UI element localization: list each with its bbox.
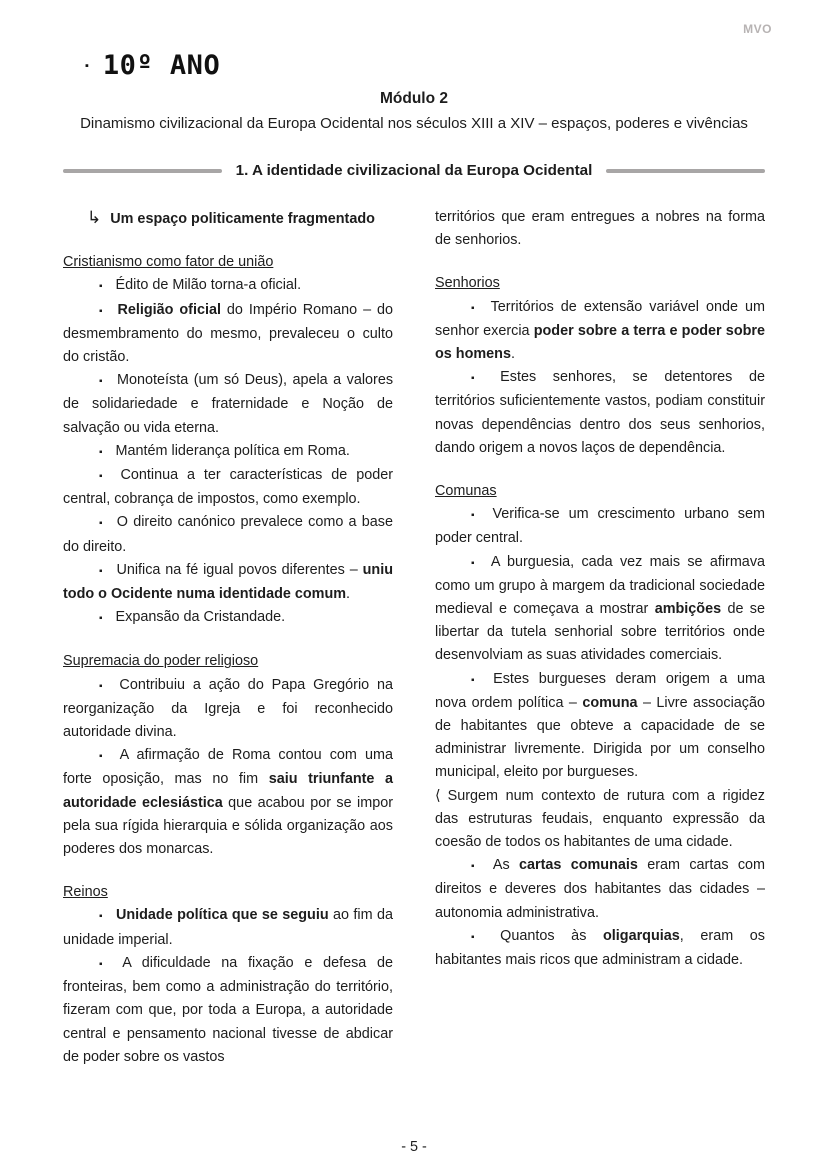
column-left xyxy=(63,206,393,1069)
square-bullet-icon: ▪ xyxy=(99,751,107,763)
divider-rule-right xyxy=(606,169,765,173)
square-bullet-icon: ▪ xyxy=(99,305,105,317)
bullet-item xyxy=(435,503,765,550)
square-bullet-icon: ▪ xyxy=(471,861,480,873)
text-segment: Surgem num contexto de rutura com a rigidez das estruturas feudais, enquanto expressão da coesão de todos os habitantes de uma cidade. xyxy=(435,787,765,851)
square-bullet-icon: ▪ xyxy=(471,302,478,314)
subsection-heading xyxy=(63,650,393,673)
bullet-item xyxy=(435,551,765,668)
section-title: 1. A identidade civilizacional da Europa Ocidental xyxy=(235,162,593,179)
bullet-item xyxy=(435,296,765,367)
bullet-item xyxy=(435,366,765,460)
square-bullet-icon: ▪ xyxy=(99,680,107,692)
text-segment: Verifica-se um crescimento urbano sem poder central. xyxy=(435,506,765,547)
divider-rule-left xyxy=(63,169,222,173)
text-segment: Reinos xyxy=(63,884,108,901)
text-segment: ao fim da unidade imperial. xyxy=(63,907,393,948)
text-segment: O direito canónico prevalece como a base do direito. xyxy=(63,514,394,555)
bold-text-segment: Um espaço politicamente fragmentado xyxy=(110,211,375,227)
bold-text-segment: uniu todo o Ocidente numa identidade comum xyxy=(63,561,393,603)
bullet-item xyxy=(63,274,393,298)
year-title-row xyxy=(85,0,765,81)
two-column-body xyxy=(63,206,765,1069)
subsection-heading xyxy=(63,881,393,904)
page-number: - 5 - xyxy=(401,1139,427,1155)
text-segment: . xyxy=(510,346,515,363)
square-bullet-icon: ▪ xyxy=(99,518,104,530)
bold-text-segment: Unidade política que se seguiu xyxy=(115,907,329,924)
text-segment: A burguesia, cada vez mais se afirmava como um grupo à margem da tradicional sociedade medieval e começava a mostrar xyxy=(435,553,766,618)
text-segment: . xyxy=(346,586,351,603)
square-bullet-icon: ▪ xyxy=(471,510,480,522)
arrow-marker-icon: ↳ xyxy=(87,208,102,227)
text-segment: Expansão da Cristandade. xyxy=(115,609,286,626)
text-segment: Quantos às xyxy=(500,927,603,944)
module-subtitle: Dinamismo civilizacional da Europa Ocidental nos séculos XIII a XIV – espaços, poderes e vivências xyxy=(80,115,748,132)
square-bullet-icon: ▪ xyxy=(99,376,105,388)
text-segment: As xyxy=(492,857,519,874)
text-segment: , eram os habitantes mais ricos que administram a cidade. xyxy=(435,927,765,969)
text-segment: Monoteísta (um só Deus), apela a valores de solidariedade e fraternidade e Noção de salvação ou vida eterna. xyxy=(63,372,394,436)
bullet-item xyxy=(63,674,393,745)
angle-note-paragraph xyxy=(435,785,765,855)
text-segment: Senhorios xyxy=(435,275,500,292)
subsection-heading xyxy=(435,272,765,295)
module-title: Módulo 2 xyxy=(379,90,449,107)
text-segment: A afirmação de Roma contou com uma forte oposição, mas no fim xyxy=(63,747,394,788)
text-segment: Comunas xyxy=(435,483,497,500)
subsection-heading xyxy=(435,480,765,503)
text-segment: Supremacia do poder religioso xyxy=(63,653,259,670)
year-title: 10º ANO xyxy=(102,50,221,81)
square-bullet-icon: ▪ xyxy=(471,373,488,385)
text-segment: A dificuldade na fixação e defesa de fronteiras, bem como a administração do território, fizeram com que, por toda a Europa, a autoridade central e pensamento nacional tivesse de abdicar de poder sobre os vastos xyxy=(63,954,393,1065)
watermark-logo: MVO xyxy=(743,22,772,36)
bullet-item xyxy=(63,299,393,370)
bullet-item xyxy=(63,904,393,951)
bullet-item xyxy=(63,952,393,1069)
square-bullet-icon: ▪ xyxy=(99,565,104,577)
angle-marker-icon: ⟨ xyxy=(435,787,441,804)
bullet-item xyxy=(63,369,393,440)
bold-text-segment: ambições xyxy=(654,601,722,618)
subsection-heading xyxy=(63,251,393,274)
square-bullet-icon: ▪ xyxy=(471,557,478,569)
text-segment: que acabou por se impor pela sua rígida hierarquia e sólida organização aos poderes dos monarcas. xyxy=(63,794,393,858)
square-bullet-icon: ▪ xyxy=(99,911,103,923)
text-segment: Estes burgueses deram origem a uma nova ordem política – xyxy=(435,670,766,711)
text-segment: Continua a ter características de poder central, cobrança de impostos, como exemplo. xyxy=(63,467,393,508)
column-right xyxy=(435,206,765,1069)
bold-text-segment: comuna xyxy=(582,694,638,711)
square-bullet-icon: ▪ xyxy=(85,59,89,72)
bold-text-segment: saiu triunfante a autoridade eclesiástica xyxy=(63,771,394,811)
text-segment: territórios que eram entregues a nobres na forma de senhorios. xyxy=(435,209,765,249)
section-divider xyxy=(63,162,765,179)
topic-heading xyxy=(63,206,393,231)
bullet-item xyxy=(63,606,393,630)
square-bullet-icon: ▪ xyxy=(99,446,103,458)
text-segment: – Livre associação de habitantes que obteve a capacidade de se administrar livremente. Dirigida por um conselho municipal, eleito por burgueses. xyxy=(435,694,765,781)
bold-text-segment: Religião oficial xyxy=(117,301,221,318)
square-bullet-icon: ▪ xyxy=(99,958,110,970)
bold-text-segment: oligarquias xyxy=(603,927,680,944)
text-segment: do Império Romano – do desmembramento do mesmo, prevaleceu o culto do cristão. xyxy=(63,301,394,366)
text-segment: Édito de Milão torna-a oficial. xyxy=(115,277,302,294)
text-segment: Territórios de extensão variável onde um senhor exercia xyxy=(435,298,765,339)
square-bullet-icon: ▪ xyxy=(99,471,108,483)
square-bullet-icon: ▪ xyxy=(471,674,481,686)
bullet-item xyxy=(63,511,393,558)
bullet-item xyxy=(435,925,765,972)
bullet-item xyxy=(63,464,393,511)
square-bullet-icon: ▪ xyxy=(99,613,103,625)
text-segment: eram cartas com direitos e deveres dos habitantes das cidades – autonomia administrativa. xyxy=(435,857,766,921)
bullet-item xyxy=(63,440,393,464)
bullet-item xyxy=(63,559,393,606)
bullet-item xyxy=(435,854,765,925)
square-bullet-icon: ▪ xyxy=(99,281,103,293)
text-segment: Cristianismo como fator de união xyxy=(63,254,274,271)
square-bullet-icon: ▪ xyxy=(471,931,488,943)
bold-text-segment: poder sobre a terra e poder sobre os homens xyxy=(435,322,766,363)
text-segment: Contribuiu a ação do Papa Gregório na reorganização da Igreja e foi reconhecido autoridade divina. xyxy=(63,676,394,741)
bold-text-segment: cartas comunais xyxy=(519,857,638,874)
text-segment: Unifica na fé igual povos diferentes – xyxy=(116,561,363,578)
text-segment: Estes senhores, se detentores de territórios suficientemente vastos, podiam constituir novas dependências dentro dos seus senhorios, dando origem a novos laços de dependência. xyxy=(435,369,765,456)
text-segment: de se libertar da tutela senhorial sobre territórios onde desenvolviam as suas atividades comerciais. xyxy=(435,601,765,664)
bullet-item xyxy=(63,744,393,861)
paragraph xyxy=(435,206,765,252)
bullet-item xyxy=(435,668,765,785)
text-segment: Mantém liderança política em Roma. xyxy=(115,442,350,459)
